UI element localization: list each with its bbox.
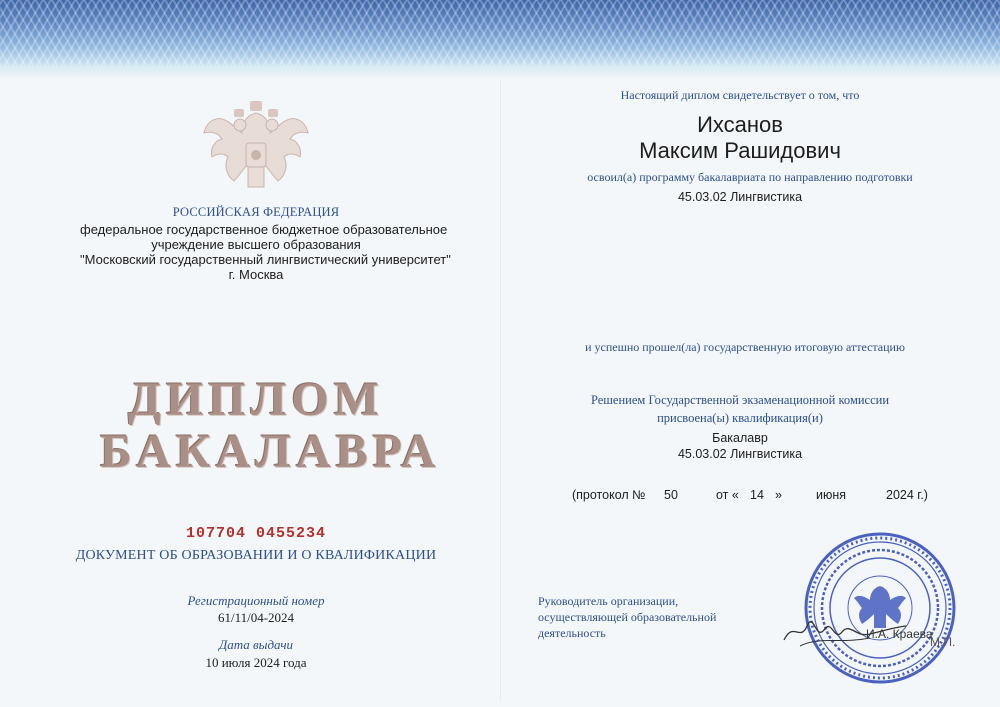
protocol-label: (протокол № (572, 488, 646, 502)
program-mastered-text: освоил(а) программу бакалавриата по направлению подготовки (587, 170, 913, 184)
head-title-line-3: деятельность (538, 626, 606, 640)
issue-date-label: Дата выдачи (218, 637, 294, 652)
protocol-day: 14 (750, 488, 764, 502)
official-seal-icon (800, 528, 960, 688)
organization-line-3: "Московский государственный лингвистический университет" (80, 252, 451, 267)
specialty: 45.03.02 Лингвистика (677, 190, 803, 204)
qualification-specialty: 45.03.02 Лингвистика (677, 447, 803, 461)
qualification: Бакалавр (712, 431, 768, 445)
organization-line-1: федеральное государственное бюджетное образовательное (80, 222, 448, 237)
signer-name: И.А. Краева (866, 627, 933, 641)
head-title-line-1: Руководитель организации, (538, 594, 679, 608)
commission-decision-line-2: присвоена(ы) квалификация(и) (657, 411, 823, 425)
security-pattern-band (0, 0, 1000, 66)
diploma-title-line-1: ДИПЛОМ (127, 373, 385, 426)
double-headed-eagle-emblem-icon (196, 95, 316, 205)
protocol-month: июня (816, 488, 847, 502)
attestation-text: и успешно прошел(ла) государственную итоговую аттестацию (585, 340, 905, 354)
issue-date: 10 июля 2024 года (205, 655, 307, 670)
protocol-number: 50 (664, 488, 678, 502)
serial-number: 107704 0455234 (185, 525, 327, 542)
diploma-title-line-2: БАКАЛАВРА (100, 425, 441, 478)
head-title-line-2: осуществляющей образовательной (538, 610, 717, 624)
country-name: РОССИЙСКАЯ ФЕДЕРАЦИЯ (172, 205, 340, 219)
protocol-quote-close: » (775, 488, 782, 502)
organization-line-2: учреждение высшего образования (151, 237, 361, 252)
registration-number: 61/11/04-2024 (217, 610, 295, 625)
graduate-surname: Ихсанов (697, 112, 783, 137)
band-fade (0, 66, 1000, 80)
protocol-year: 2024 г.) (886, 488, 928, 502)
organization-city: г. Москва (228, 267, 284, 282)
protocol-from-label: от « (716, 488, 739, 502)
stamp-mark: М.П. (930, 635, 956, 649)
graduate-given-names: Максим Рашидович (639, 138, 841, 163)
document-type: ДОКУМЕНТ ОБ ОБРАЗОВАНИИ И О КВАЛИФИКАЦИИ (75, 548, 437, 563)
registration-number-label: Регистрационный номер (187, 593, 325, 608)
page-divider (500, 80, 501, 700)
intro-text: Настоящий диплом свидетельствует о том, что (620, 88, 860, 102)
commission-decision-line-1: Решением Государственной экзаменационной комиссии (590, 393, 890, 407)
